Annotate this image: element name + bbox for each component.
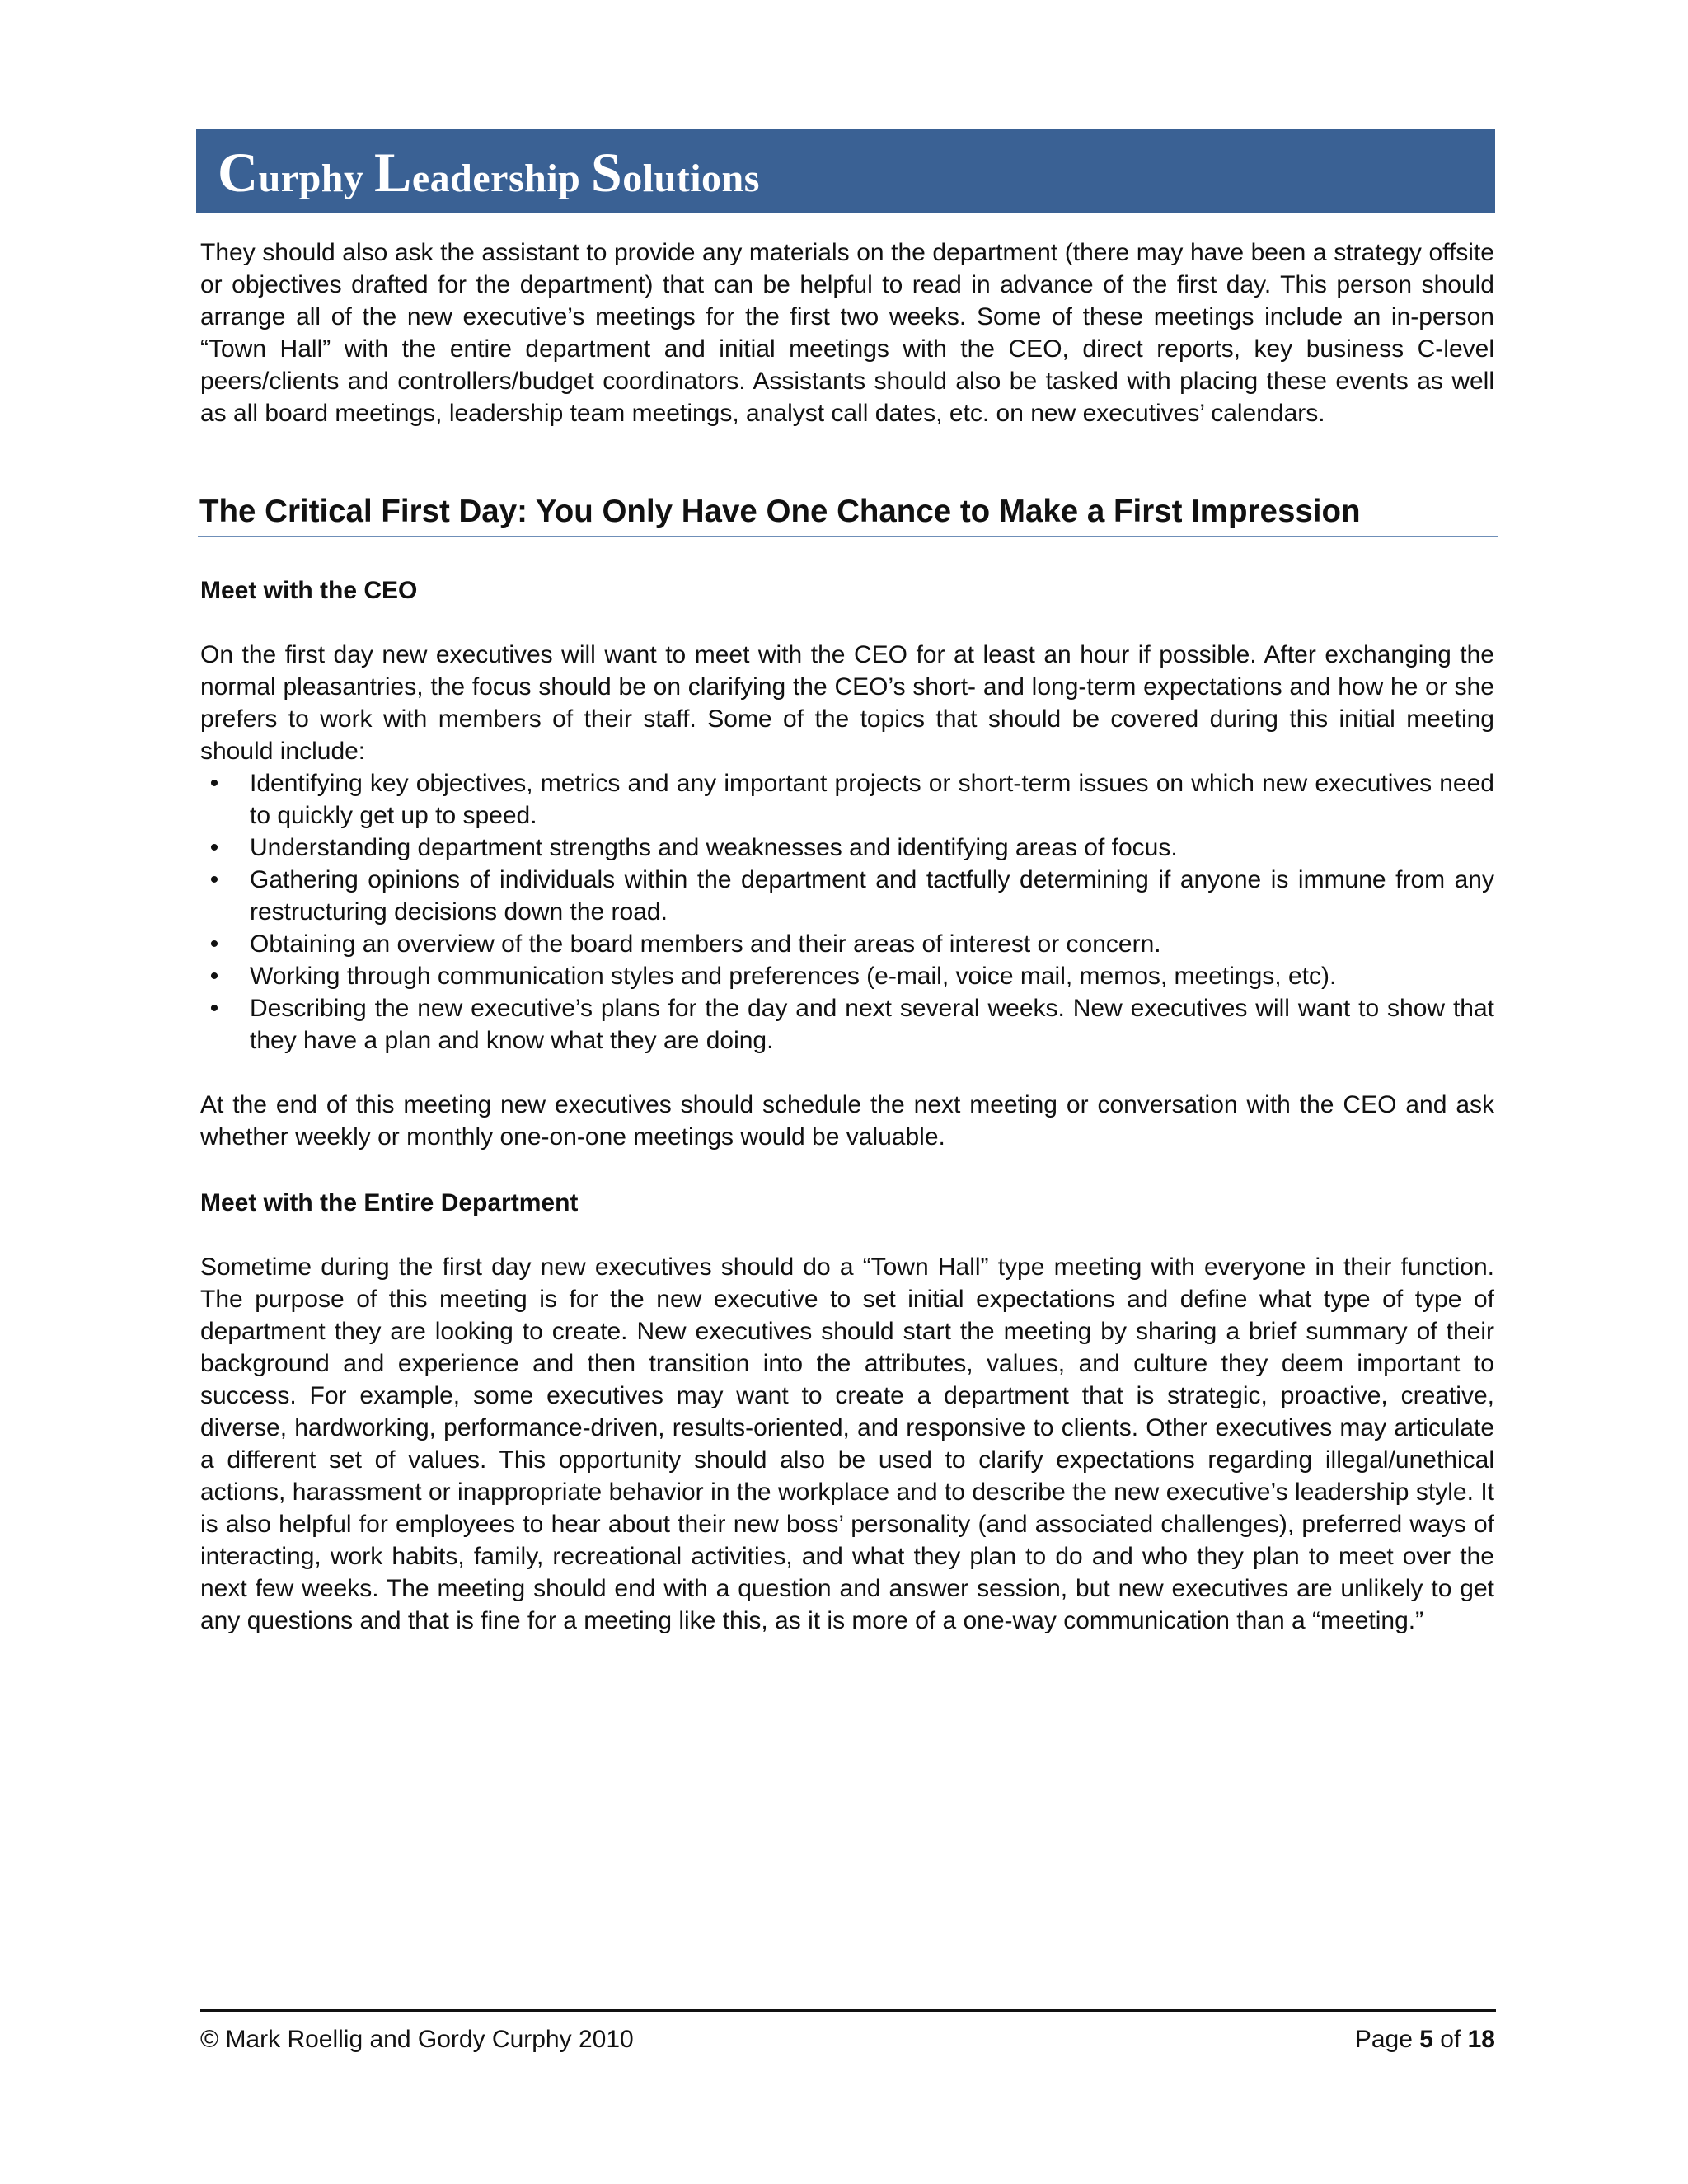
- list-item: • Identifying key objectives, metrics and any important projects or short-term issues on which new executives need to quickly get up to speed.: [200, 767, 1494, 832]
- list-item: • Gathering opinions of individuals within the department and tactfully determining if anyone is immune from any restructuring decisions down the road.: [200, 864, 1494, 928]
- section-heading: The Critical First Day: You Only Have One Chance to Make a First Impression: [199, 494, 1361, 529]
- footer-divider: [200, 2009, 1496, 2012]
- list-item: • Obtaining an overview of the board members and their areas of interest or concern.: [200, 928, 1494, 960]
- list-item: • Working through communication styles and preferences (e-mail, voice mail, memos, meetings, etc).: [200, 960, 1494, 992]
- bullet-icon: •: [209, 995, 219, 1022]
- list-item: • Understanding department strengths and weaknesses and identifying areas of focus.: [200, 832, 1494, 864]
- bullet-icon: •: [209, 930, 219, 958]
- list-item: • Describing the new executive’s plans for the day and next several weeks. New executives will want to show that they have a plan and know what they are doing.: [200, 992, 1494, 1057]
- brand-logo-text: Curphy Leadership Solutions: [218, 141, 760, 204]
- footer-page-number: Page 5 of 18: [1354, 2026, 1495, 2053]
- ceo-closing-paragraph: At the end of this meeting new executives should schedule the next meeting or conversation with the CEO and ask whether weekly or monthly one-on-one meetings would be valuable.: [200, 1091, 1494, 1151]
- bullet-icon: •: [209, 866, 219, 893]
- ceo-paragraph: On the first day new executives will want to meet with the CEO for at least an hour if possible. After exchanging the normal pleasantries, the focus should be on clarifying the CEO’s short- and long-term expectations and how he or she prefers to work with members of their staff. Some of the topics that should be covered during this initial meeting should include:: [200, 641, 1494, 765]
- bullet-icon: •: [209, 963, 219, 990]
- department-subheading: Meet with the Entire Department: [200, 1189, 579, 1216]
- ceo-bullet-list: [200, 767, 1494, 1057]
- ceo-section: [200, 574, 1494, 1153]
- heading-divider: [198, 536, 1498, 537]
- department-paragraph: Sometime during the first day new executives should do a “Town Hall” type meeting with everyone in their function. The purpose of this meeting is for the new executive to set initial expectations and define what type of type of department they are looking to create. New executives should start the meeting by sharing a brief summary of their background and experience and then transition into the attributes, values, and culture they deem important to success. For example, some executives may want to create a department that is strategic, proactive, creative, diverse, hardworking, performance-driven, results-oriented, and responsive to clients. Other executives may articulate a different set of values. This opportunity should also be used to clarify expectations regarding illegal/unethical actions, harassment or inappropriate behavior in the workplace and to describe the new executive’s leadership style. It is also helpful for employees to hear about their new boss’ personality (and associated challenges), preferred ways of interacting, work habits, family, recreational activities, and what they plan to do and who they plan to meet over the next few weeks. The meeting should end with a question and answer session, but new executives are unlikely to get any questions and that is fine for a meeting like this, as it is more of a one-way communication than a “meeting.”: [200, 1254, 1494, 1634]
- header-banner: [196, 129, 1495, 213]
- ceo-subheading: Meet with the CEO: [200, 577, 418, 604]
- intro-paragraph: They should also ask the assistant to provide any materials on the department (there may have been a strategy offsite or objectives drafted for the department) that can be helpful to read in advance of the first day. This person should arrange all of the new executive’s meetings for the first two weeks. Some of these meetings include an in-person “Town Hall” with the entire department and initial meetings with the CEO, direct reports, key business C-level peers/clients and controllers/budget coordinators. Assistants should also be tasked with placing these events as well as all board meetings, leadership team meetings, analyst call dates, etc. on new executives’ calendars.: [200, 239, 1494, 427]
- department-section: [200, 1187, 1494, 1637]
- bullet-icon: •: [209, 770, 219, 797]
- footer-copyright: © Mark Roellig and Gordy Curphy 2010: [200, 2026, 634, 2053]
- bullet-icon: •: [209, 834, 219, 861]
- intro-section: [200, 237, 1494, 429]
